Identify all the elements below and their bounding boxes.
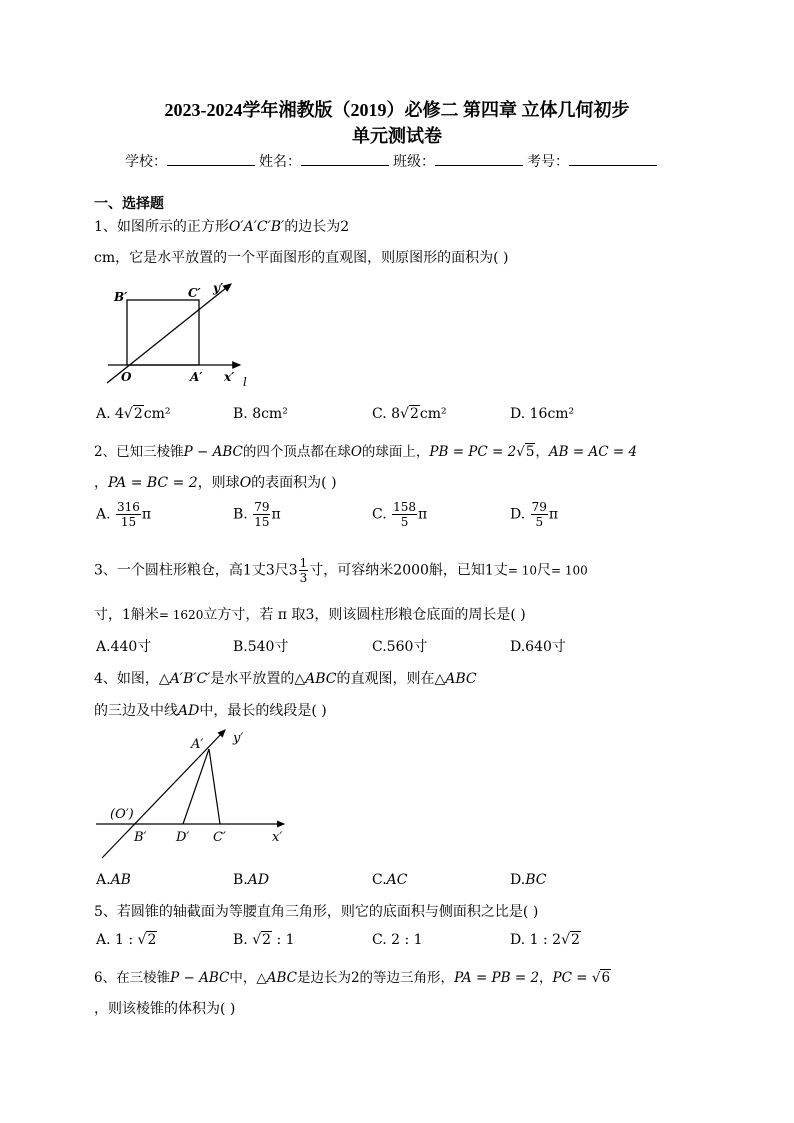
q2-option-c-pi: π (418, 506, 428, 523)
q4-side-ac (209, 749, 220, 824)
q6-text-e: 是边长为2的等边三角形， (296, 970, 455, 986)
page-subtitle: 单元测试卷 (352, 126, 442, 146)
q1-label-y: y′ (213, 281, 224, 295)
q2-option-a-den: 15 (120, 515, 137, 529)
q1-shape: O′A′C′B′ (228, 219, 285, 235)
q1-label-a: A′ (190, 370, 203, 384)
q4-y-axis (102, 730, 225, 858)
q1-label-c: C′ (188, 286, 201, 300)
q6-expr-pabc: P − ABC (170, 970, 230, 986)
q1-option-c-unit: cm² (419, 406, 447, 422)
q2-option-d-den: 5 (535, 515, 544, 529)
name-label: 姓名： (259, 154, 301, 170)
q4-label-d: D′ (176, 830, 190, 845)
q3-option-a[interactable]: A.440寸 (96, 639, 152, 655)
q5-option-c[interactable]: C. 2 : 1 (372, 932, 423, 948)
q4-text-l2a: 的三边及中线 (94, 703, 178, 719)
q6-expr-pa: PA = PB = 2 (454, 970, 540, 986)
q4-triangle-prime: △A′B′C′ (158, 671, 211, 687)
q2-option-c-num: 158 (393, 500, 417, 514)
q2-option-a-num: 316 (117, 500, 140, 514)
q3-text-l2c: 立方寸，若 π 取3，则该圆柱形粮仓底面的周长是( ) (203, 607, 526, 623)
q2-sphere-o2: O (239, 475, 252, 491)
q2-option-d[interactable] (510, 500, 558, 529)
q1-label-l: l (243, 375, 247, 389)
q2-text-l2c: ，则球 (197, 475, 240, 491)
number-label: 考号： (527, 154, 569, 170)
q2-option-b-den: 15 (254, 515, 270, 529)
q3-option-d[interactable]: D.640寸 (510, 639, 566, 655)
q3-text-d: 尺 (536, 562, 551, 579)
q2-expr-pabc: P − ABC (183, 444, 243, 460)
q2-option-d-label: D. (510, 506, 526, 523)
q2-line1: 2、已知三棱锥P − ABC的四个顶点都在球O的球面上，PB = PC = 2√5，AB = AC = 4 (94, 444, 638, 460)
q2-option-c[interactable] (372, 500, 427, 529)
q3-eq-100: = 100 (550, 563, 588, 578)
q5-option-b-rad: 2 (262, 932, 272, 948)
q2-option-a-label: A. (96, 506, 111, 523)
q4-label-o: (O′) (110, 807, 134, 822)
q4-triangle-abc-2: △ABC (434, 671, 477, 687)
q4-text-l2c: 中，最长的线段是( ) (199, 703, 327, 719)
q2-option-b-pi: π (271, 506, 281, 523)
q4-label-c: C′ (213, 830, 226, 845)
q4-option-c-label: C. (372, 872, 387, 888)
q3-text-l2a: 寸，1斛米 (94, 607, 159, 623)
q4-option-d[interactable] (510, 872, 546, 888)
q6-comma: ， (539, 970, 553, 986)
q4-line2 (94, 700, 327, 720)
q3-line1 (94, 556, 588, 585)
q5-option-d-rad: 2 (570, 932, 580, 948)
q1-option-c-text: C. 8 (372, 406, 401, 422)
q2-text-l2e: 的表面积为( ) (251, 475, 337, 491)
q6-rad: 6 (601, 970, 611, 986)
q5-option-b[interactable]: B. √2 : 1 (233, 932, 295, 948)
q4-label-y: y′ (233, 731, 244, 746)
q6-line2: ，则该棱锥的体积为( ) (94, 1001, 236, 1017)
name-field[interactable] (301, 153, 389, 166)
q4-option-d-val: BC (525, 872, 547, 888)
q4-text-e: 的直观图，则在 (336, 671, 435, 687)
q1-option-a-text: A. 4 (96, 406, 124, 422)
q6-triangle-abc: △ABC (256, 970, 297, 986)
q2-line2 (94, 472, 337, 492)
q3-line2 (94, 604, 526, 624)
q1-option-c[interactable]: C. 8√2cm² (372, 406, 447, 422)
q1-label-o: O (121, 370, 132, 384)
q3-option-c[interactable]: C.560寸 (372, 639, 428, 655)
q4-figure (92, 724, 302, 864)
q1-text: 1、如图所示的正方形 (94, 219, 229, 235)
q5-option-d[interactable]: D. 1 : 2√2 (510, 932, 580, 948)
q4-label-b: B′ (134, 830, 147, 845)
q3-eq-10: = 10 (507, 563, 537, 578)
q2-comma: ， (535, 444, 549, 460)
q4-median-ad: AD (178, 703, 200, 719)
class-field[interactable] (435, 153, 523, 166)
q5-option-a-text: A. 1 : (96, 932, 138, 948)
q5-option-a[interactable]: A. 1 : √2 (96, 932, 157, 948)
number-field[interactable] (569, 153, 657, 166)
q1-square (127, 300, 199, 365)
q1-option-a[interactable]: A. 4√2cm² (96, 406, 171, 422)
q2-text-a: 2、已知三棱锥 (94, 444, 184, 460)
q2-option-a-pi: π (141, 506, 152, 523)
q2-option-b-num: 79 (254, 500, 270, 514)
q3-eq-1620: = 1620 (158, 608, 204, 622)
q1-line2: cm，它是水平放置的一个平面图形的直观图，则原图形的面积为( ) (94, 250, 509, 266)
q4-option-c[interactable] (372, 872, 408, 888)
q1-option-a-rad: 2 (133, 406, 143, 422)
q5-text: 5、若圆锥的轴截面为等腰直角三角形，则它的底面积与侧面积之比是( ) (94, 904, 539, 920)
q4-triangle-abc: △ABC (294, 671, 337, 687)
q4-option-b[interactable] (233, 872, 269, 888)
q5-option-b-post: : 1 (272, 932, 295, 948)
q2-expr-pa: PA = BC = 2 (108, 475, 198, 491)
q2-expr-pb: PB = PC = 2 (429, 444, 517, 460)
q2-option-a[interactable] (96, 500, 151, 529)
q6-expr-pc: PC = (552, 970, 592, 986)
q4-label-a: A′ (191, 737, 204, 752)
q3-text-b: 寸，可容纳米2000斛，已知1丈 (309, 562, 508, 579)
page-title: 2023-2024学年湘教版（2019）必修二 第四章 立体几何初步 (164, 100, 630, 120)
q3-mixed-den: 3 (299, 571, 308, 585)
q4-line1 (94, 668, 477, 688)
q1-figure (100, 280, 260, 390)
q4-text-a: 4、如图， (94, 671, 159, 687)
q4-text-c: 是水平放置的 (210, 671, 295, 687)
q2-option-b-label: B. (233, 506, 248, 523)
q4-option-a[interactable] (96, 872, 131, 888)
q2-option-d-pi: π (548, 506, 559, 523)
q4-option-a-label: A. (96, 872, 111, 888)
q1-option-d[interactable]: D. 16cm² (510, 406, 575, 422)
q5-option-a-rad: 2 (147, 932, 157, 948)
q5-option-d-text: D. 1 : 2 (510, 932, 562, 948)
q1-option-a-unit: cm² (143, 406, 171, 422)
q4-option-a-val: AB (110, 872, 131, 888)
q2-option-b[interactable] (233, 500, 281, 529)
q4-option-c-val: AC (386, 872, 408, 888)
q3-mixed-num: 1 (299, 556, 308, 570)
q2-sphere-o: O (350, 444, 362, 460)
q6-text-a: 6、在三棱锥 (94, 970, 171, 986)
q3-mixed-whole: 3 (288, 562, 298, 579)
q1-label-x: x′ (224, 370, 235, 384)
q2-text-e: 的球面上， (361, 444, 430, 460)
q3-option-b[interactable]: B.540寸 (233, 639, 289, 655)
q2-text-c: 的四个顶点都在球 (242, 444, 351, 460)
q4-option-b-val: AD (247, 872, 270, 888)
class-label: 班级： (393, 154, 435, 170)
q4-label-x: x′ (272, 830, 283, 845)
q5-option-b-label: B. (233, 932, 253, 948)
school-label: 学校： (125, 154, 167, 170)
q2-option-d-num: 79 (531, 500, 547, 514)
section-title: 一、选择题 (94, 196, 164, 212)
q1-option-b[interactable]: B. 8cm² (233, 406, 288, 422)
q4-option-b-label: B. (233, 872, 248, 888)
q2-text-l2a: ， (94, 475, 108, 491)
school-field[interactable] (167, 153, 255, 166)
q2-option-c-den: 5 (400, 515, 409, 529)
q1-line1 (94, 216, 349, 236)
q2-option-c-label: C. (372, 506, 387, 523)
q1-label-b: B′ (114, 290, 128, 304)
q1-option-c-rad: 2 (409, 406, 419, 422)
q4-option-d-label: D. (510, 872, 526, 888)
q6-line1: 6、在三棱锥P − ABC中，△ABC是边长为2的等边三角形，PA = PB = 2，PC = √6 (94, 970, 611, 986)
q6-text-c: 中， (229, 970, 257, 986)
q1-text-end: 的边长为2 (284, 219, 350, 235)
info-line (125, 151, 661, 171)
q2-rad: 5 (525, 444, 535, 460)
q2-expr-ab: AB = AC = 4 (548, 444, 638, 460)
q3-text-a: 3、一个圆柱形粮仓，高1丈3尺 (94, 562, 289, 579)
